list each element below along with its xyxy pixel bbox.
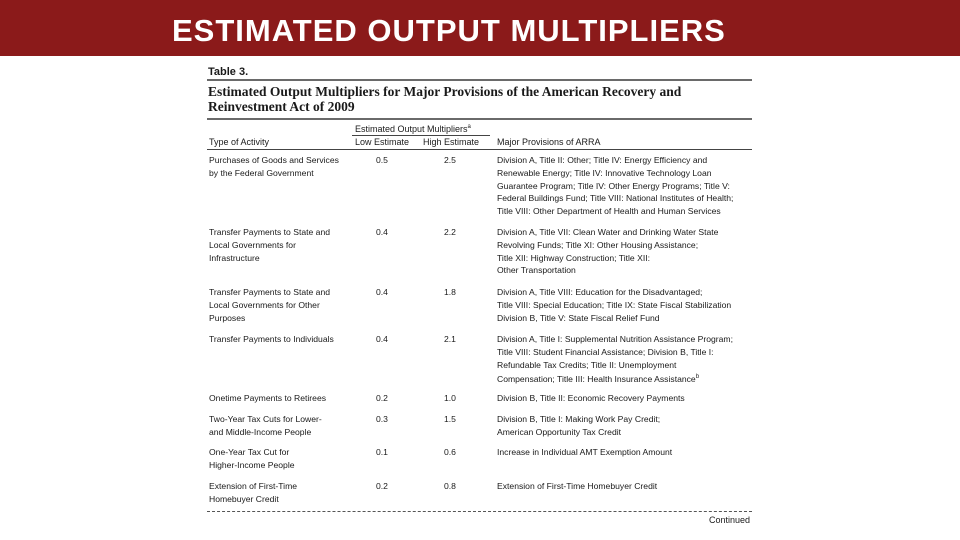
col-header-low: Low Estimate bbox=[355, 137, 410, 147]
provision-line: Refundable Tax Credits; Title II: Unemployment bbox=[497, 359, 677, 370]
high-estimate-cell: 1.0 bbox=[444, 393, 456, 403]
activity-cell bbox=[209, 226, 349, 264]
provisions-cell bbox=[497, 226, 753, 277]
activity-cell bbox=[209, 413, 349, 439]
high-estimate-cell: 0.6 bbox=[444, 447, 456, 457]
table-title-line: Estimated Output Multipliers for Major Provisions of the American Recovery and bbox=[208, 84, 682, 99]
provisions-cell bbox=[497, 333, 753, 386]
activity-line: Two-Year Tax Cuts for Lower- bbox=[209, 414, 322, 424]
provision-line: Title VIII: Student Financial Assistance; Division B, Title I: bbox=[497, 346, 714, 357]
activity-line: by the Federal Government bbox=[209, 167, 314, 178]
activity-line: Extension of First-Time bbox=[209, 481, 298, 491]
activity-line: Transfer Payments to State and bbox=[209, 287, 331, 297]
low-estimate-cell: 0.3 bbox=[376, 414, 388, 424]
activity-line: Local Governments for bbox=[209, 239, 296, 250]
continued-label: Continued bbox=[708, 515, 750, 525]
low-estimate-cell: 0.4 bbox=[376, 227, 388, 237]
provisions-cell bbox=[497, 286, 753, 324]
title-rule bbox=[207, 118, 752, 120]
table-number: Table 3. bbox=[208, 66, 249, 78]
provision-line: Increase in Individual AMT Exemption Amount bbox=[497, 447, 673, 457]
provision-line: Compensation; Title III: Health Insurance Assistance$^b$ bbox=[497, 374, 700, 385]
low-estimate-cell: 0.4 bbox=[376, 334, 388, 344]
activity-line: Local Governments for Other bbox=[209, 299, 320, 310]
provision-line: Guarantee Program; Title IV: Other Energy Programs; Title V: bbox=[497, 180, 730, 191]
provision-line: Division B, Title II: Economic Recovery Payments bbox=[497, 393, 685, 403]
high-estimate-cell: 1.8 bbox=[444, 287, 456, 297]
high-estimate-cell: 1.5 bbox=[444, 414, 456, 424]
activity-cell bbox=[209, 392, 349, 405]
provisions-cell bbox=[497, 413, 753, 439]
col-header-activity: Type of Activity bbox=[209, 137, 270, 147]
provisions-cell bbox=[497, 392, 753, 405]
activity-line: Higher-Income People bbox=[209, 459, 295, 470]
provisions-cell bbox=[497, 154, 753, 218]
provision-line: Revolving Funds; Title XI: Other Housing Assistance; bbox=[497, 239, 699, 250]
activity-cell bbox=[209, 154, 349, 180]
title-banner bbox=[0, 0, 960, 56]
high-estimate-cell: 2.5 bbox=[444, 155, 456, 165]
low-estimate-cell: 0.2 bbox=[376, 393, 388, 403]
provision-line: Title VIII: Special Education; Title IX: State Fiscal Stabilization bbox=[497, 299, 732, 310]
col-header-provisions: Major Provisions of ARRA bbox=[497, 137, 601, 147]
provision-line: Renewable Energy; Title IV: Innovative Technology Loan bbox=[497, 167, 712, 178]
footnote-marker: b bbox=[695, 374, 700, 381]
provision-line: Other Transportation bbox=[497, 265, 576, 276]
provisions-cell bbox=[497, 480, 753, 493]
provision-line: Extension of First-Time Homebuyer Credit bbox=[497, 481, 658, 491]
activity-line: Transfer Payments to State and bbox=[209, 227, 331, 237]
high-estimate-cell: 0.8 bbox=[444, 481, 456, 491]
provision-line: Title VIII: Other Department of Health and Human Services bbox=[497, 206, 721, 217]
activity-cell bbox=[209, 286, 349, 324]
provision-line: Division A, Title II: Other; Title IV: Energy Efficiency and bbox=[497, 155, 708, 165]
slide-title: ESTIMATED OUTPUT MULTIPLIERS bbox=[172, 13, 726, 48]
table-title-line: Reinvestment Act of 2009 bbox=[208, 99, 355, 114]
activity-cell bbox=[209, 480, 349, 506]
provision-line: Title XII: Highway Construction; Title XII: bbox=[497, 252, 650, 263]
activity-cell bbox=[209, 446, 349, 472]
activity-line: Onetime Payments to Retirees bbox=[209, 393, 327, 403]
top-rule bbox=[207, 79, 752, 81]
low-estimate-cell: 0.1 bbox=[376, 447, 388, 457]
provision-line: American Opportunity Tax Credit bbox=[497, 426, 622, 437]
activity-line: Purchases of Goods and Services bbox=[209, 155, 339, 165]
provision-line: Division A, Title I: Supplemental Nutrition Assistance Program; bbox=[497, 334, 733, 344]
header-rule bbox=[207, 149, 752, 150]
continued-divider bbox=[207, 511, 752, 512]
col-header-high: High Estimate bbox=[423, 137, 480, 147]
provision-line: Division A, Title VII: Clean Water and Drinking Water State bbox=[497, 227, 719, 237]
group-header: Estimated Output Multipliers$^a$ bbox=[355, 124, 471, 134]
activity-line: One-Year Tax Cut for bbox=[209, 447, 290, 457]
provision-line: Federal Buildings Fund; Title VIII: National Institutes of Health; bbox=[497, 193, 734, 204]
activity-line: Infrastructure bbox=[209, 252, 260, 263]
provisions-cell bbox=[497, 446, 753, 459]
low-estimate-cell: 0.2 bbox=[376, 481, 388, 491]
activity-line: Transfer Payments to Individuals bbox=[209, 334, 334, 344]
activity-line: and Middle-Income People bbox=[209, 426, 312, 437]
high-estimate-cell: 2.2 bbox=[444, 227, 456, 237]
group-header-rule bbox=[352, 135, 490, 136]
provision-line: Division B, Title I: Making Work Pay Credit; bbox=[497, 414, 661, 424]
low-estimate-cell: 0.5 bbox=[376, 155, 388, 165]
table-title bbox=[208, 84, 728, 114]
table-document bbox=[207, 62, 752, 532]
provision-line: Division B, Title V: State Fiscal Relief Fund bbox=[497, 312, 660, 323]
provision-line: Division A, Title VIII: Education for the Disadvantaged; bbox=[497, 287, 703, 297]
low-estimate-cell: 0.4 bbox=[376, 287, 388, 297]
activity-line: Purposes bbox=[209, 312, 246, 323]
high-estimate-cell: 2.1 bbox=[444, 334, 456, 344]
activity-cell bbox=[209, 333, 349, 346]
activity-line: Homebuyer Credit bbox=[209, 493, 279, 504]
